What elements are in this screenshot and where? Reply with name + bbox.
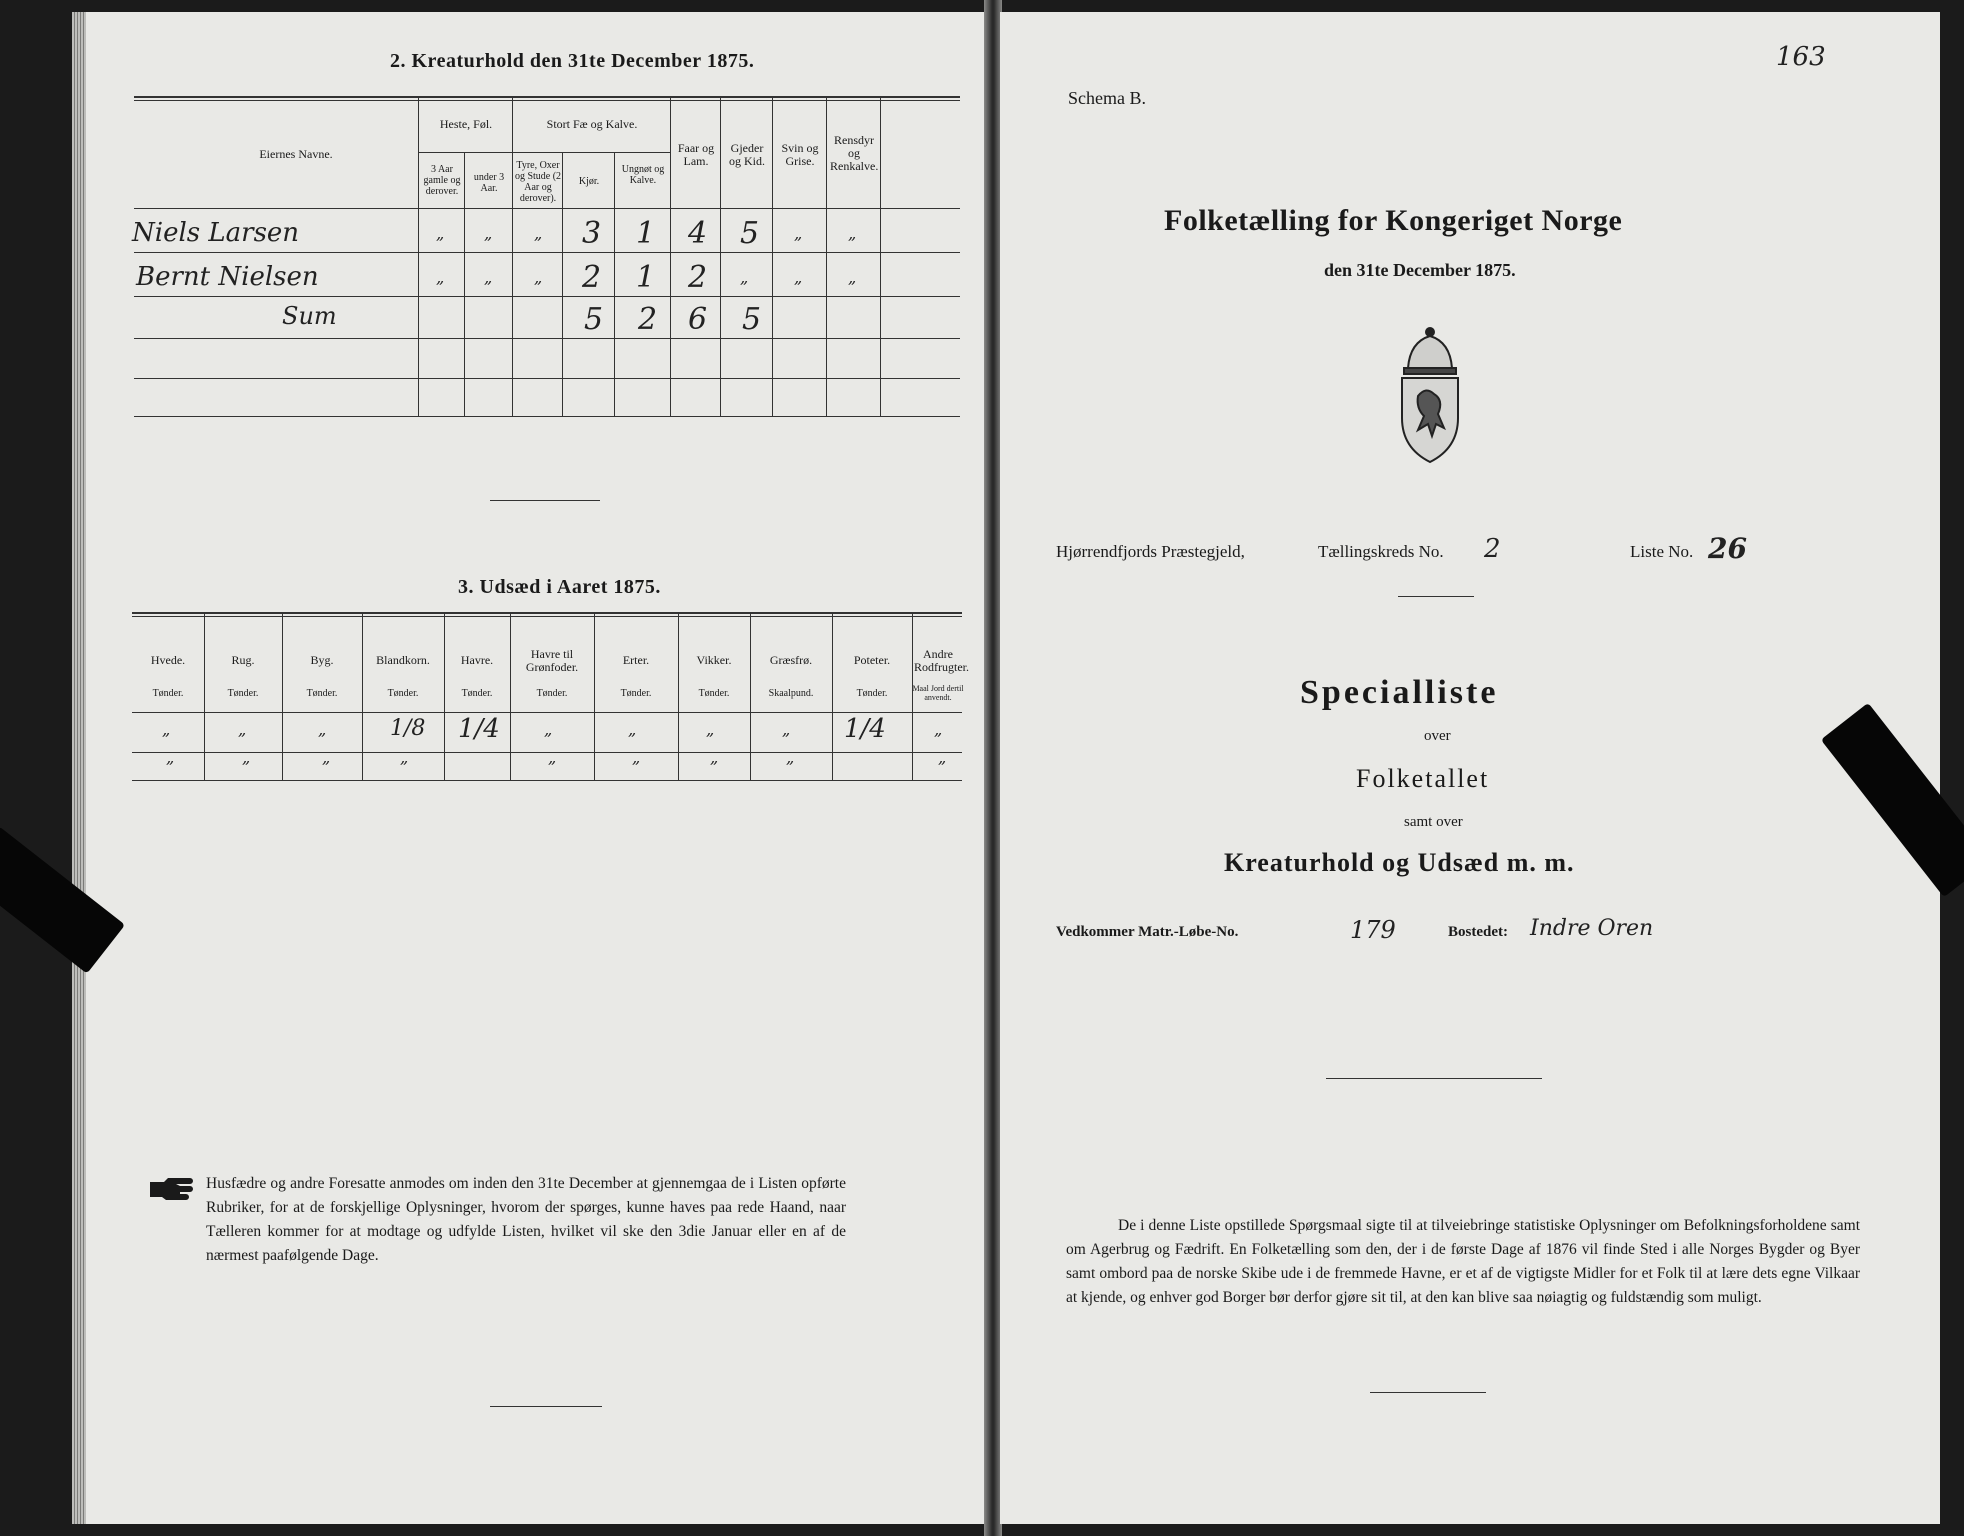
sowing-cell: „ bbox=[400, 748, 409, 767]
left-page bbox=[86, 12, 986, 1524]
table-cell: 5 bbox=[742, 302, 762, 337]
owner-header: Eiernes Navne. bbox=[259, 147, 333, 161]
list-label: Liste No. bbox=[1630, 542, 1694, 561]
table-cell: 4 bbox=[688, 216, 708, 251]
table-cell: 3 bbox=[582, 216, 602, 251]
table-cell: 6 bbox=[688, 302, 708, 337]
col-divider bbox=[670, 98, 671, 416]
sowing-unit: Tønder. bbox=[387, 688, 419, 699]
schema-label: Schema B. bbox=[1068, 88, 1146, 108]
table-top-rule bbox=[134, 96, 960, 98]
sowing-top-rule bbox=[132, 612, 962, 614]
sowing-unit: Maal Jord dertil anvendt. bbox=[912, 684, 964, 702]
owner-name: Niels Larsen bbox=[132, 218, 300, 248]
sowing-cell: „ bbox=[632, 748, 641, 767]
kreaturhold-heading: Kreaturhold og Udsæd m. m. bbox=[1224, 848, 1575, 877]
cattle-sub-young: Ungnøt og Kalve. bbox=[621, 164, 665, 186]
horses-header: Heste, Føl. bbox=[439, 117, 493, 131]
sowing-row-rule bbox=[132, 752, 962, 753]
sowing-cell: „ bbox=[710, 748, 719, 767]
livestock-section-title: 2. Kreaturhold den 31te December 1875. bbox=[390, 50, 755, 72]
sowing-cell: „ bbox=[786, 748, 795, 767]
sowing-cell: „ bbox=[322, 748, 331, 767]
sowing-header: Byg. bbox=[310, 653, 334, 667]
col-divider bbox=[418, 98, 419, 416]
sowing-header: Vikker. bbox=[696, 653, 732, 667]
table-row-rule bbox=[134, 378, 960, 379]
page-number: 163 bbox=[1776, 42, 1826, 72]
divider-rule bbox=[1398, 596, 1474, 597]
census-title: Folketælling for Kongeriget Norge bbox=[1164, 204, 1623, 237]
sowing-header: Græsfrø. bbox=[769, 653, 813, 667]
matr-number: 179 bbox=[1350, 916, 1396, 944]
col-divider bbox=[464, 152, 465, 416]
table-cell: 1 bbox=[636, 260, 656, 295]
table-cell: „ bbox=[484, 268, 493, 287]
samt-over-text: samt over bbox=[1404, 814, 1463, 830]
col-divider bbox=[772, 98, 773, 416]
sowing-cell: „ bbox=[628, 720, 637, 739]
table-top-rule-thin bbox=[134, 100, 960, 101]
table-cell: „ bbox=[534, 224, 543, 243]
sowing-unit: Tønder. bbox=[227, 688, 259, 699]
table-cell: „ bbox=[848, 224, 857, 243]
sowing-cell: „ bbox=[938, 748, 947, 767]
sowing-header: Havre til Grønfoder. bbox=[525, 647, 579, 674]
sowing-header: Havre. bbox=[460, 653, 494, 667]
cattle-sub-bulls: Tyre, Oxer og Stude (2 Aar og derover). bbox=[514, 160, 562, 204]
table-row-rule bbox=[134, 252, 960, 253]
col-divider bbox=[614, 152, 615, 416]
sowing-header: Poteter. bbox=[853, 653, 891, 667]
table-cell: 2 bbox=[582, 260, 602, 295]
sowing-cell: „ bbox=[548, 748, 557, 767]
table-bottom-rule bbox=[134, 416, 960, 417]
sowing-header: Blandkorn. bbox=[376, 653, 430, 667]
horses-sub-young: under 3 Aar. bbox=[473, 172, 505, 194]
folketallet-heading: Folketallet bbox=[1356, 764, 1490, 793]
sowing-cell: „ bbox=[934, 720, 943, 739]
sowing-cell: „ bbox=[242, 748, 251, 767]
sub-header-rule bbox=[418, 152, 512, 153]
right-page bbox=[1000, 12, 1940, 1524]
divider-rule bbox=[490, 500, 600, 501]
parish-label: Hjørrendfjords Præstegjeld, bbox=[1056, 542, 1245, 561]
pigs-header: Svin og Grise. bbox=[781, 141, 819, 168]
sowing-unit: Tønder. bbox=[698, 688, 730, 699]
sowing-unit: Tønder. bbox=[856, 688, 888, 699]
table-row-rule bbox=[134, 338, 960, 339]
divider-rule bbox=[1326, 1078, 1542, 1079]
table-cell: „ bbox=[794, 224, 803, 243]
sowing-cell: „ bbox=[544, 720, 553, 739]
pointing-hand-icon bbox=[148, 1174, 200, 1202]
table-cell: „ bbox=[484, 224, 493, 243]
sowing-header: Rug. bbox=[231, 653, 255, 667]
sowing-unit: Tønder. bbox=[152, 688, 184, 699]
table-cell: 5 bbox=[584, 302, 604, 337]
table-cell: 2 bbox=[688, 260, 708, 295]
table-cell: „ bbox=[794, 268, 803, 287]
left-page-edge bbox=[72, 12, 86, 1524]
sowing-unit: Tønder. bbox=[461, 688, 493, 699]
reindeer-header: Rensdyr og Renkalve. bbox=[830, 133, 879, 173]
sowing-header: Hvede. bbox=[150, 653, 186, 667]
specialliste-heading: Specialliste bbox=[1300, 674, 1499, 711]
cattle-header: Stort Fæ og Kalve. bbox=[546, 117, 638, 131]
col-divider bbox=[562, 152, 563, 416]
table-cell: „ bbox=[740, 268, 749, 287]
sowing-unit: Skaalpund. bbox=[768, 688, 814, 699]
sowing-cell: „ bbox=[166, 748, 175, 767]
sowing-bottom-rule bbox=[132, 780, 962, 781]
col-divider bbox=[826, 98, 827, 416]
table-cell: „ bbox=[848, 268, 857, 287]
table-row-rule bbox=[134, 296, 960, 297]
over-text: over bbox=[1424, 728, 1451, 744]
sowing-cell: „ bbox=[162, 720, 171, 739]
owner-name: Bernt Nielsen bbox=[136, 262, 319, 292]
sowing-header: Erter. bbox=[622, 653, 650, 667]
goats-header: Gjeder og Kid. bbox=[729, 141, 765, 168]
norway-coat-of-arms-icon bbox=[1394, 324, 1466, 468]
sowing-top-rule-thin bbox=[132, 616, 962, 617]
col-divider bbox=[880, 98, 881, 416]
table-header-rule bbox=[134, 208, 960, 209]
table-cell: „ bbox=[534, 268, 543, 287]
sowing-cell: „ bbox=[706, 720, 715, 739]
sowing-unit: Tønder. bbox=[620, 688, 652, 699]
sowing-header: Andre Rodfrugter. bbox=[914, 647, 969, 674]
cattle-sub-cows: Kjør. bbox=[578, 176, 600, 187]
census-date: den 31te December 1875. bbox=[1324, 260, 1516, 280]
intro-paragraph: De i denne Liste opstillede Spørgsmaal sigte til at tilveiebringe statistiske Oplysninger om Befolkningsforholdene samt om Agerbrug og Fædrift. En Folketælling som den, der i de første Dage af 1876 vil finde Sted i alle Norges Bygder og Byer samt ombord paa de norske Skibe ude i de fremmede Havne, er et af de vigtigste Midler for et Folk til at lære dets egne Vilkaar at kjende, og enhver god Borger bør derfor gjøre sit til, at den kan blive saa nøiagtig og fuldstændig som muligt. bbox=[1066, 1217, 1860, 1306]
divider-rule bbox=[490, 1406, 602, 1407]
table-cell: „ bbox=[436, 268, 445, 287]
table-cell: 5 bbox=[740, 216, 760, 251]
sub-header-rule bbox=[512, 152, 670, 153]
sowing-cell: „ bbox=[782, 720, 791, 739]
sowing-header-rule bbox=[132, 712, 962, 713]
sowing-cell: 1/8 bbox=[390, 716, 426, 741]
sowing-cell: „ bbox=[238, 720, 247, 739]
list-number: 26 bbox=[1708, 532, 1747, 565]
sowing-cell: „ bbox=[318, 720, 327, 739]
sowing-cell: 1/4 bbox=[844, 714, 886, 744]
bosted-value: Indre Oren bbox=[1530, 916, 1654, 941]
sowing-unit: Tønder. bbox=[536, 688, 568, 699]
sum-label: Sum bbox=[282, 302, 337, 330]
horses-sub-adult: 3 Aar gamle og derover. bbox=[423, 164, 461, 197]
divider-rule bbox=[1370, 1392, 1486, 1393]
sowing-cell: 1/4 bbox=[458, 714, 500, 744]
col-divider bbox=[512, 98, 513, 416]
district-number: 2 bbox=[1484, 534, 1501, 564]
sowing-unit: Tønder. bbox=[306, 688, 338, 699]
sheep-header: Faar og Lam. bbox=[677, 141, 715, 168]
table-cell: „ bbox=[436, 224, 445, 243]
matr-label: Vedkommer Matr.-Løbe-No. bbox=[1056, 924, 1239, 940]
table-cell: 2 bbox=[638, 302, 658, 337]
bosted-label: Bostedet: bbox=[1448, 924, 1508, 940]
sowing-section-title: 3. Udsæd i Aaret 1875. bbox=[458, 576, 661, 598]
district-label: Tællingskreds No. bbox=[1318, 542, 1444, 561]
col-divider bbox=[720, 98, 721, 416]
notice-text: Husfædre og andre Foresatte anmodes om inden den 31te December at gjennemgaa de i Listen opførte Rubriker, for at de forskjellige Oplysninger, hvorom der spørges, kunne haves paa rede Haand, naar Tælleren kommer for at modtage og udfylde Listen, hvilket vil ske den 3die Januar eller en af de nærmest paafølgende Dage. bbox=[206, 1175, 846, 1264]
table-cell: 1 bbox=[636, 216, 656, 251]
